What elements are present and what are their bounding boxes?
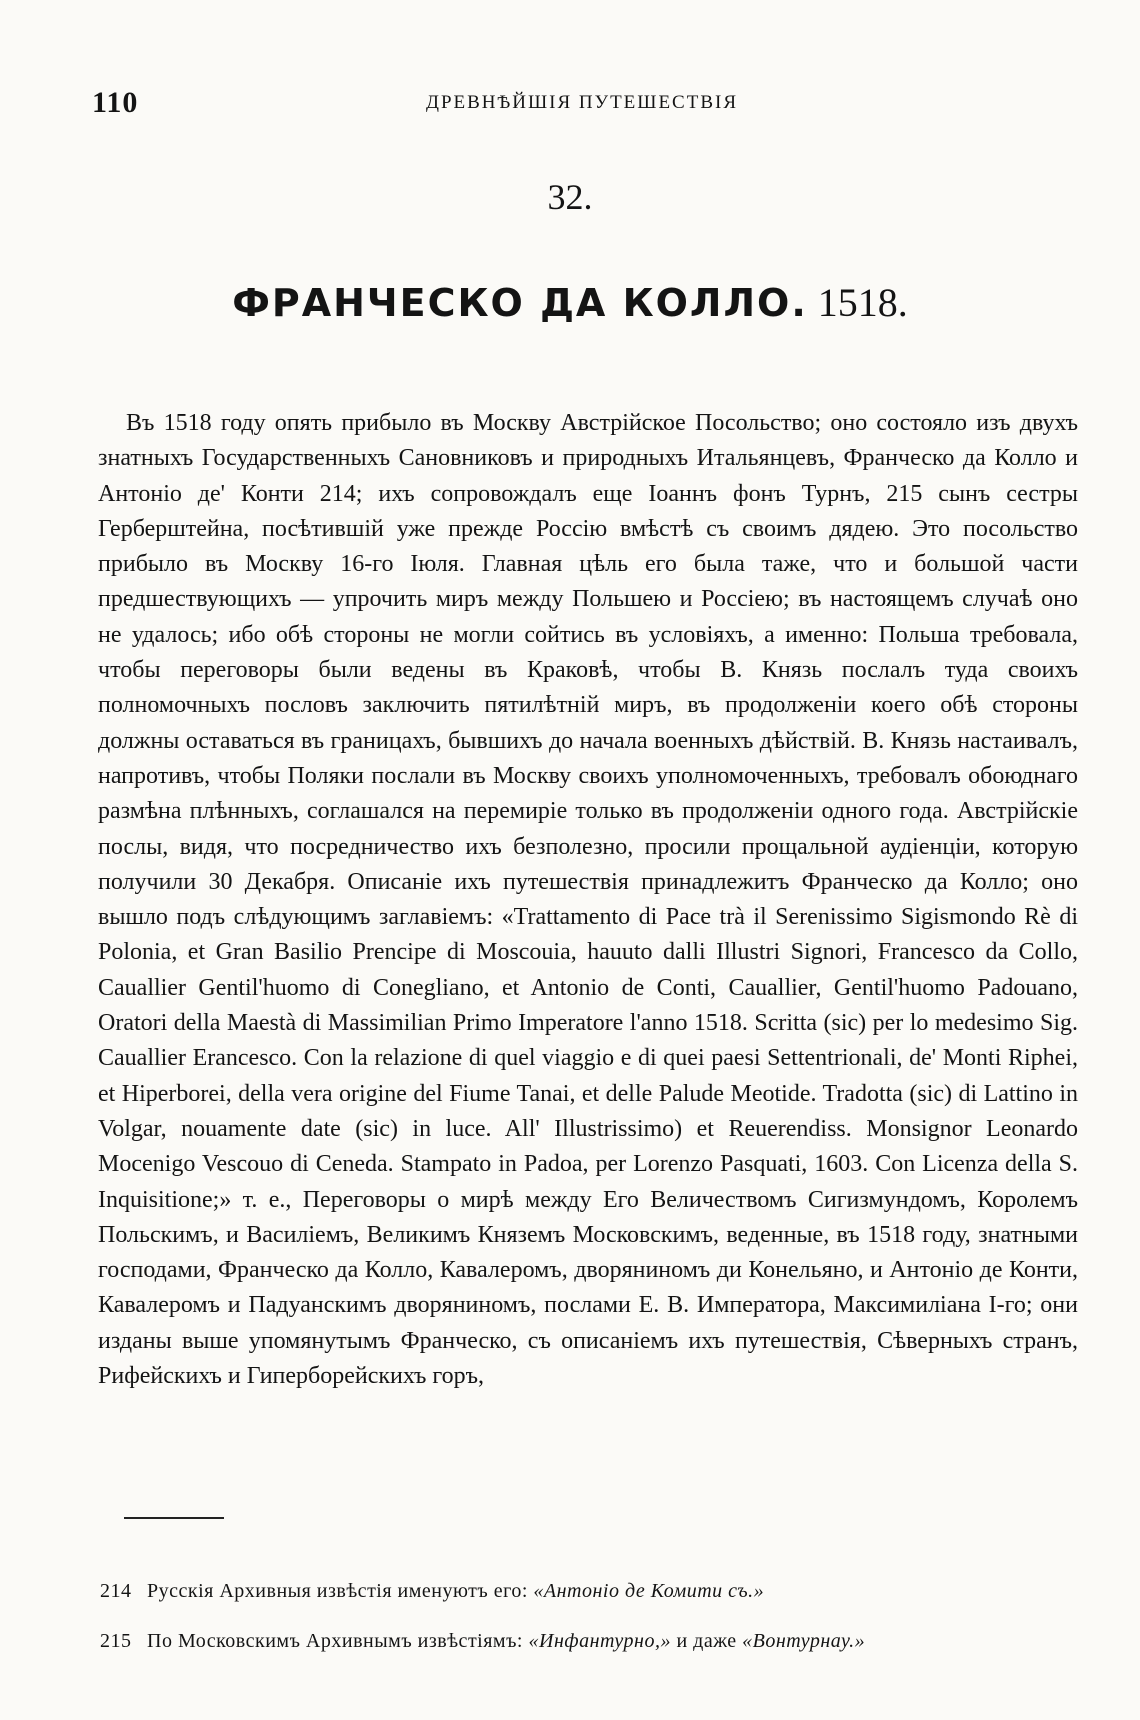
footnote-214 (100, 1580, 1080, 1603)
chapter-title: ФРАНЧЕСКО ДА КОЛЛО. (232, 281, 808, 325)
page-number: 110 (92, 86, 139, 119)
footnote-connector: и даже (676, 1630, 737, 1652)
footnote-quote-1: «Инфантурно,» (528, 1630, 671, 1652)
footnote-quote: «Антоніо де Комити съ.» (533, 1580, 765, 1602)
footnote-215 (100, 1630, 1080, 1653)
chapter-number: 32. (547, 177, 593, 217)
running-head (92, 86, 1072, 126)
footnote-text: Русскія Архивныя извѣстія именуютъ его: (147, 1580, 528, 1602)
running-title: ДРЕВНѢЙШІЯ ПУТЕШЕСТВІЯ (425, 92, 739, 113)
footnote-text: По Московскимъ Архивнымъ извѣстіямъ: (147, 1630, 523, 1652)
footnote-number: 215 (100, 1630, 132, 1652)
chapter-heading (0, 282, 1140, 324)
chapter-year: 1518. (817, 280, 908, 325)
body-paragraph: Въ 1518 году опять прибыло въ Москву Австрійское Посольство; оно состояло изъ двухъ знатныхъ Государственныхъ Сановниковъ и природныхъ Итальянцевъ, Франческо да Колло и Антоніо де' Конти 214; ихъ сопровождалъ еще Іоаннъ фонъ Турнъ, 215 сынъ сестры Герберштейна, посѣтившій уже прежде Россію вмѣстѣ съ своимъ дядею. Это посольство прибыло въ Москву 16-го Іюля. Главная цѣль его была таже, что и большой части предшествующихъ — упрочить миръ между Польшею и Россіею; въ настоящемъ случаѣ оно не удалось; ибо обѣ стороны не могли сойтись въ условіяхъ, а именно: Польша требовала, чтобы переговоры были ведены въ Краковѣ, чтобы В. Князь послалъ туда своихъ полномочныхъ пословъ заключить пятилѣтній миръ, въ продолженіи коего обѣ стороны должны оставаться въ границахъ, бывшихъ до начала военныхъ дѣйствій. В. Князь настаивалъ, напротивъ, чтобы Поляки послали въ Москву своихъ уполномоченныхъ, требовалъ обоюднаго размѣна плѣнныхъ, соглашался на перемиріе только въ продолженіи одного года. Австрійскіе послы, видя, что посредничество ихъ безполезно, просили прощальной аудіенціи, которую получили 30 Декабря. Описаніе ихъ путешествія принадлежитъ Франческо да Колло; оно вышло подъ слѣдующимъ заглавіемъ: «Trattamento di Pace trà il Serenissimo Sigismondo Rè di Polonia, et Gran Basilio Prencipe di Moscouia, hauuto dalli Illustri Signori, Francesco da Collo, Cauallier Gentil'huomo di Conegliano, et Antonio de Conti, Cauallier, Gentil'huomo Padouano, Oratori della Maestà di Massimilian Primo Imperatore l'anno 1518. Scritta (sic) per lo medesimo Sig. Cauallier Erancesco. Con la relazione di quel viaggio e di quei paesi Settentrionali, de' Monti Riphei, et Hiperborei, della vera origine del Fiume Tanai, et delle Palude Meotide. Tradotta (sic) di Lattino in Volgar, nouamente date (sic) in luce. All' Illustrissimo) et Reuerendiss. Monsignor Leonardo Mocenigo Vescouo di Ceneda. Stampato in Padoa, per Lorenzo Pasquati, 1603. Con Licenza della S. Inquisitione;» т. е., Переговоры о мирѣ между Его Величествомъ Сигизмундомъ, Королемъ Польскимъ, и Василіемъ, Великимъ Княземъ Московскимъ, веденные, въ 1518 году, знатными господами, Франческо да Колло, Кавалеромъ, дворяниномъ ди Конельяно, и Антоніо де Конти, Кавалеромъ и Падуанскимъ дворяниномъ, послами Е. В. Императора, Максимиліана І-го; они изданы выше упомянутымъ Франческо, съ описаніемъ ихъ путешествія, Сѣверныхъ странъ, Рифейскихъ и Гиперборейскихъ горъ, (98, 410, 1078, 1390)
footnote-divider (124, 1517, 224, 1519)
footnote-number: 214 (100, 1580, 132, 1602)
footnote-quote-2: «Вонтурнау.» (742, 1630, 866, 1652)
